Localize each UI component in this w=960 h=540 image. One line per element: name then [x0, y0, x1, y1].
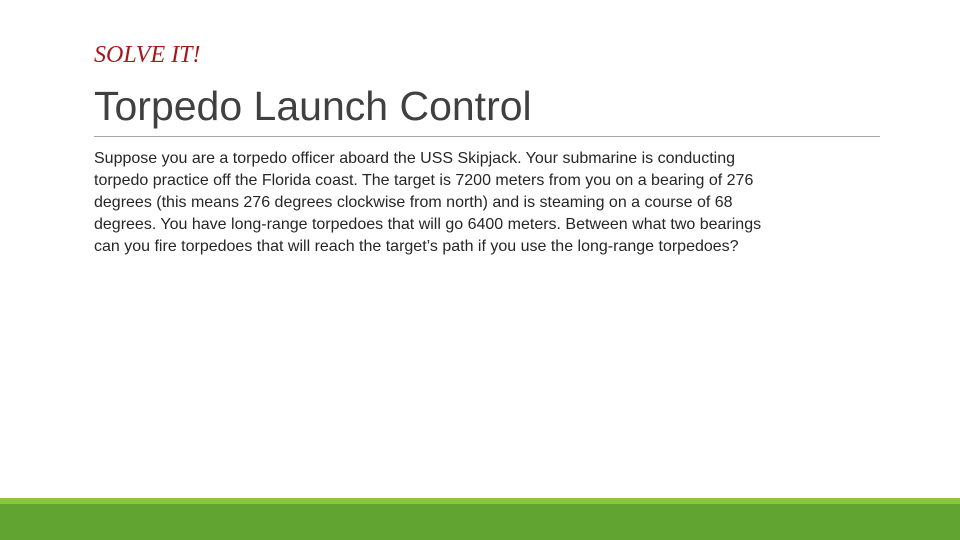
title-divider [94, 136, 880, 137]
body-line-5: can you fire torpedoes that will reach the target’s path if you use the long-range torpedoes? [94, 238, 739, 255]
footer-bar [0, 504, 960, 540]
body-line-3: degrees (this means 276 degrees clockwise from north) and is steaming on a course of 68 [94, 194, 733, 211]
slide-title: Torpedo Launch Control [94, 83, 532, 129]
slide-kicker: SOLVE IT! [94, 42, 201, 68]
slide-body [94, 148, 884, 258]
body-line-4: degrees. You have long-range torpedoes that will go 6400 meters. Between what two bearings [94, 216, 762, 233]
body-line-2: torpedo practice off the Florida coast. The target is 7200 meters from you on a bearing of 276 [94, 172, 754, 189]
body-line-1: Suppose you are a torpedo officer aboard the USS Skipjack. Your submarine is conducting [94, 150, 735, 167]
